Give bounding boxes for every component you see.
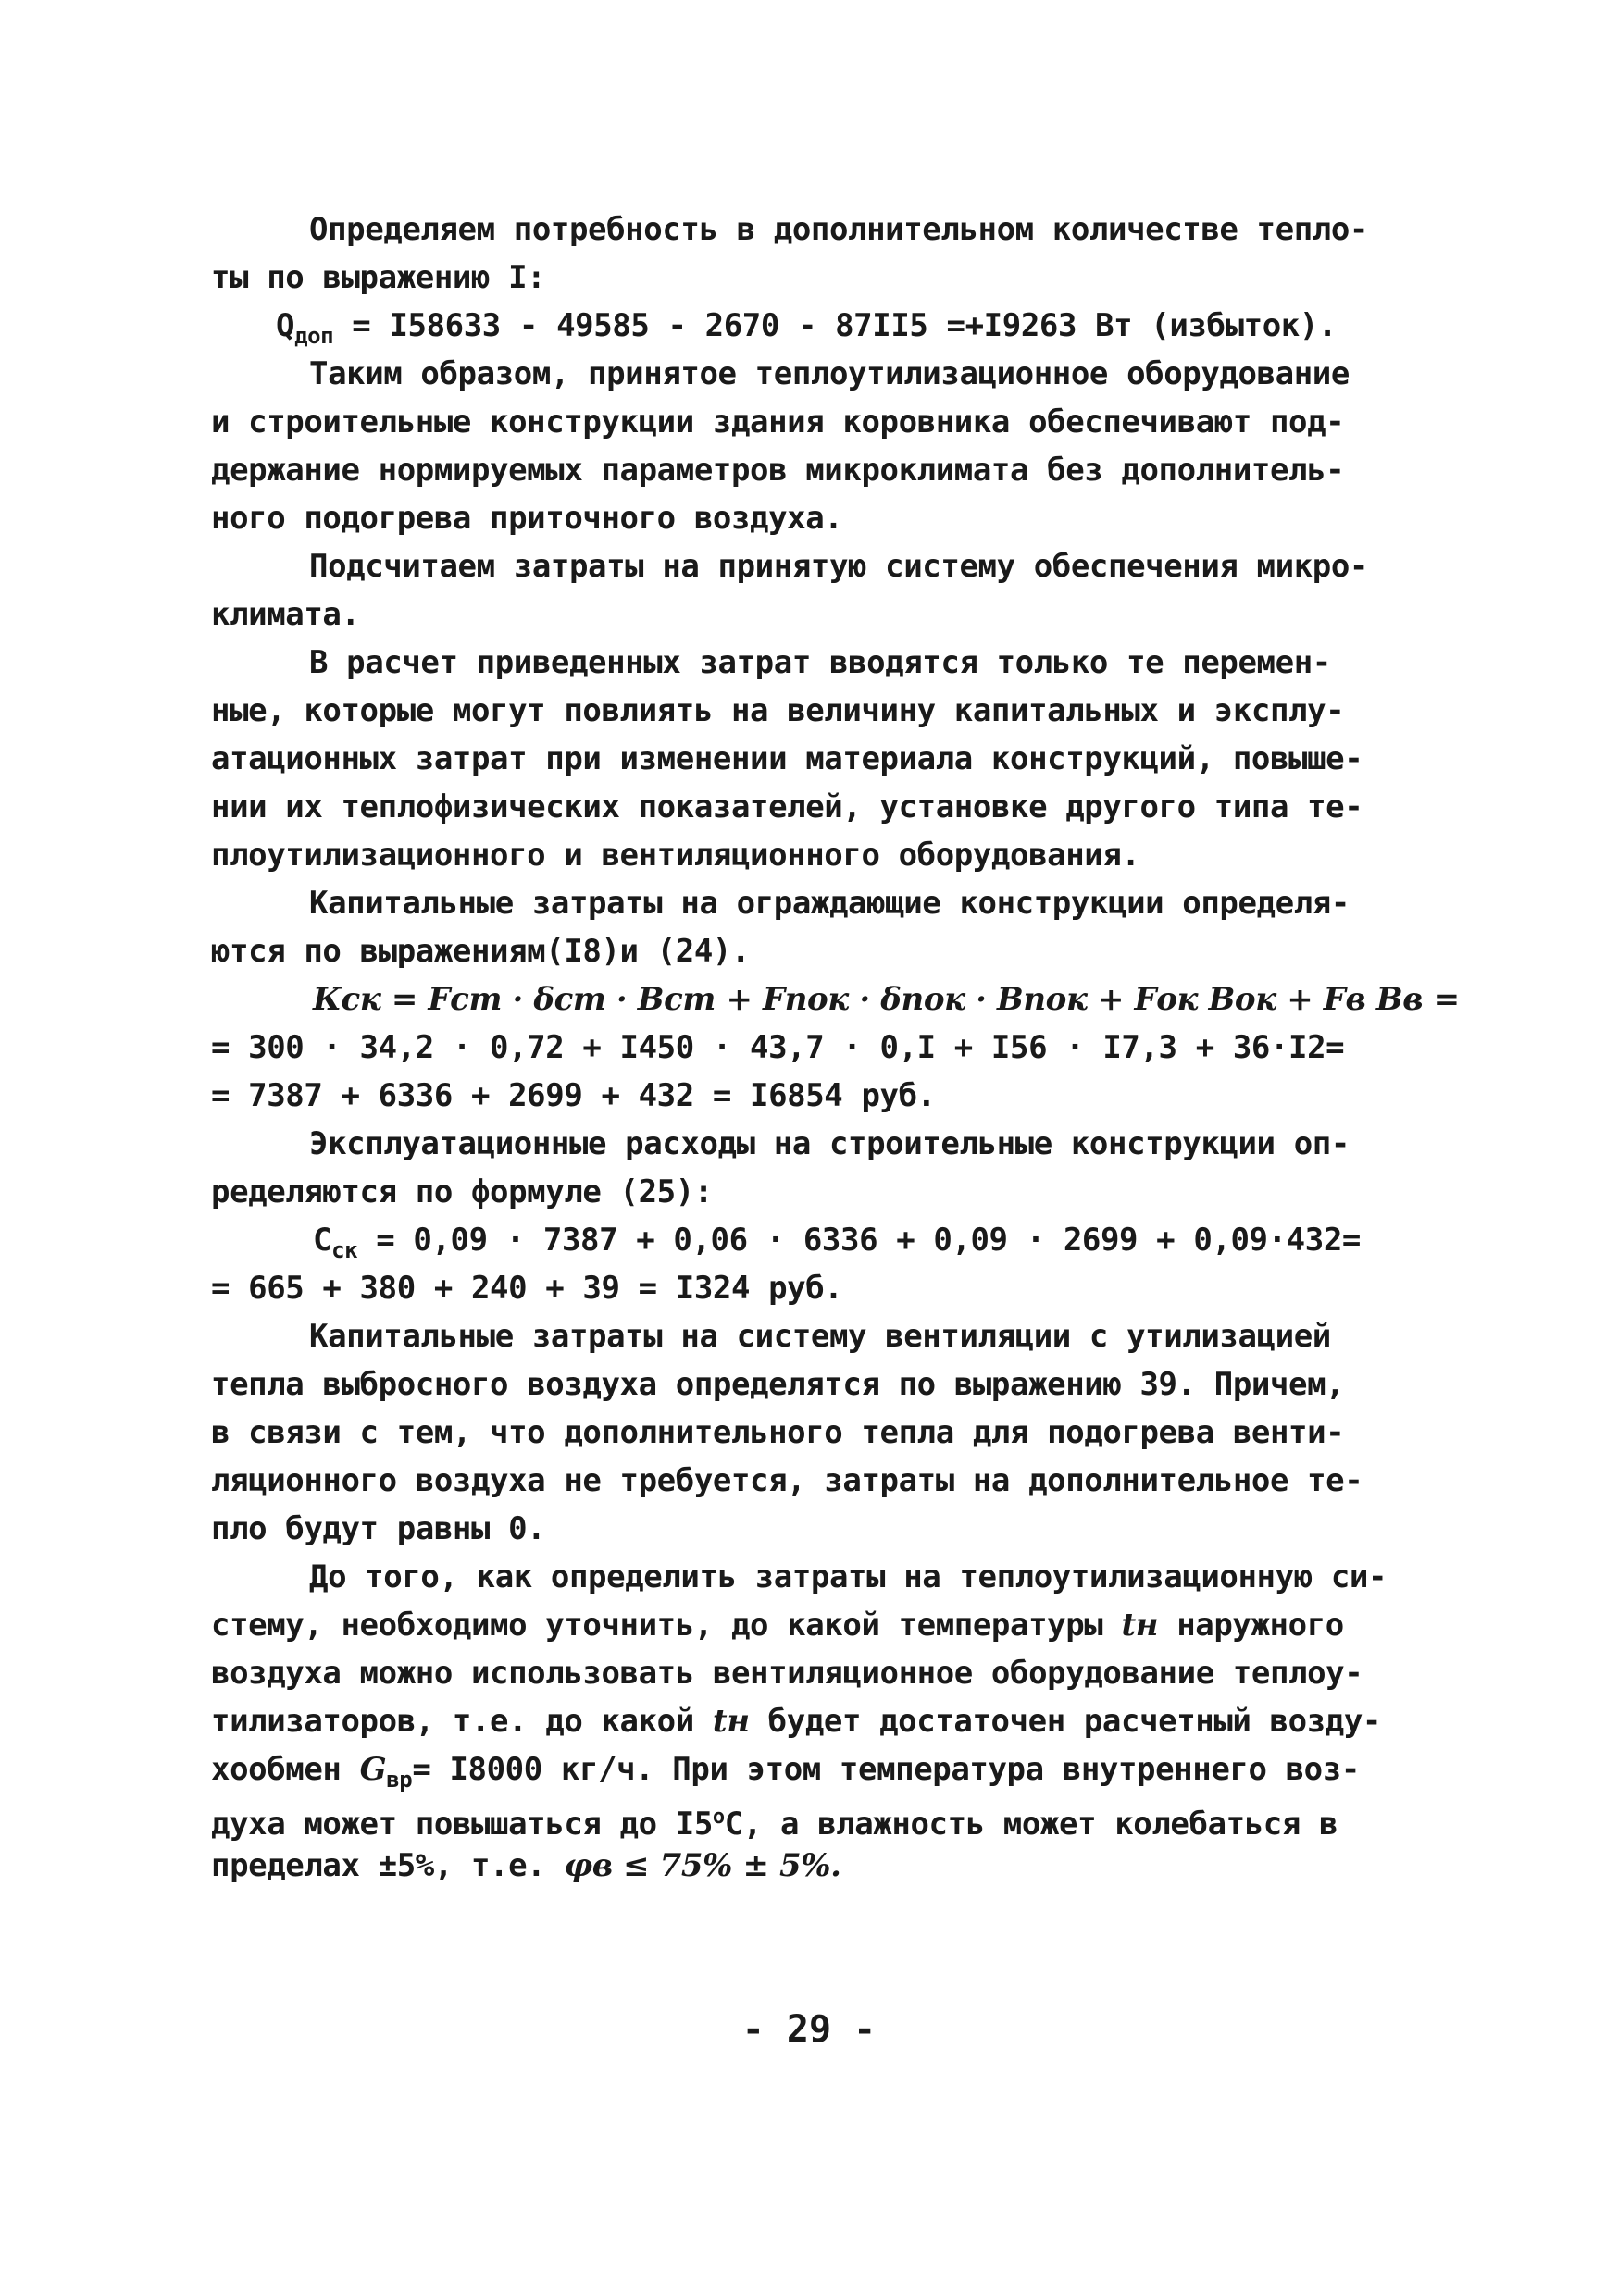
text-line: плоутилизационного и вентиляционного оборудования. <box>211 837 1140 874</box>
text-line: ются по выражениям(I8)и (24). <box>211 933 751 970</box>
text-line: До того, как определить затраты на теплоутилизационную си- <box>309 1558 1388 1595</box>
text-line: тилизаторов, т.е. до какой tн будет достаточен расчетный возду- <box>211 1703 1381 1740</box>
formula-symbol: G <box>359 1751 387 1788</box>
text-line: нии их теплофизических показателей, установке другого типа те- <box>211 788 1363 825</box>
text-line: пределах ±5%, т.е. φв ≤ 75% ± 5%. <box>211 1847 841 1884</box>
text-line: Капитальные затраты на систему вентиляции с утилизацией <box>309 1318 1331 1355</box>
page-number: - 29 - <box>741 2008 877 2051</box>
text-line: и строительные конструкции здания коровника обеспечивают под- <box>211 403 1345 441</box>
formula-tn: tн <box>712 1703 750 1740</box>
text-line: = 665 + 380 + 240 + 39 = I324 руб. <box>211 1270 843 1307</box>
text-line: ного подогрева приточного воздуха. <box>211 500 843 537</box>
formula-phi: φв ≤ 75% ± 5%. <box>564 1847 841 1884</box>
formula-expression: = 0,09 · 7387 + 0,06 · 6336 + 0,09 · 2699 + 0,09·432= <box>357 1222 1361 1259</box>
formula-qdop <box>211 302 1433 350</box>
text-line: Таким образом, принятое теплоутилизационное оборудование <box>309 355 1350 392</box>
formula-expression: = I58633 - 49585 - 2670 - 87II5 =+I9263 Вт (избыток). <box>333 307 1337 344</box>
formula-symbol: С <box>313 1222 332 1259</box>
text-line: ределяются по формуле (25): <box>211 1173 713 1210</box>
formula-tn: tн <box>1121 1607 1159 1644</box>
formula-cck <box>211 1216 1433 1264</box>
formula-kck: Кск = Fст · δст · Вст + Fпок · δпок · Впок + Fок Вок + Fв Вв = <box>313 981 1460 1018</box>
text-line: держание нормируемых параметров микроклимата без дополнитель- <box>211 452 1345 489</box>
degree-sign: о <box>712 1806 725 1829</box>
formula-subscript: вр <box>386 1767 413 1793</box>
text-line: воздуха можно использовать вентиляционное оборудование теплоу- <box>211 1655 1363 1692</box>
text-line: Капитальные затраты на ограждающие конструкции определя- <box>309 885 1350 922</box>
text-line: Определяем потребность в дополнительном количестве тепло- <box>309 211 1368 248</box>
text-line: атационных затрат при изменении материала конструкций, повыше- <box>211 740 1363 777</box>
text-line: ты по выражению I: <box>211 259 546 296</box>
text-line: В расчет приведенных затрат вводятся только те перемен- <box>309 644 1331 681</box>
text-line: ные, которые могут повлиять на величину капитальных и эксплу- <box>211 692 1345 729</box>
text-line: тепла выбросного воздуха определятся по выражению 39. Причем, <box>211 1366 1345 1403</box>
text-line: = 7387 + 6336 + 2699 + 432 = I6854 руб. <box>211 1077 936 1114</box>
text-line: Эксплуатационные расходы на строительные конструкции оп- <box>309 1125 1350 1162</box>
text-line: пло будут равны 0. <box>211 1510 546 1547</box>
formula-subscript: ск <box>331 1237 358 1263</box>
text-line: климата. <box>211 596 360 633</box>
formula-subscript: доп <box>294 323 334 349</box>
text-line: в связи с тем, что дополнительного тепла для подогрева венти- <box>211 1414 1345 1451</box>
body-text <box>211 205 1460 1890</box>
text-line: = 300 · 34,2 · 0,72 + I450 · 43,7 · 0,I + I56 · I7,3 + 36·I2= <box>211 1029 1345 1066</box>
text-line: хообмен $G_{вр}= I8000$ кг/ч. При этом температура внутреннего воз- <box>211 1751 1360 1793</box>
text-line: духа может повышаться до $I5^оС$, а влажность может колебаться в <box>211 1806 1338 1843</box>
text-line: ляционного воздуха не требуется, затраты на дополнительное те- <box>211 1462 1363 1499</box>
text-line: стему, необходимо уточнить, до какой температуры tн наружного <box>211 1607 1344 1644</box>
text-line: Подсчитаем затраты на принятую систему обеспечения микро- <box>309 548 1368 585</box>
formula-symbol: Q <box>276 307 295 344</box>
